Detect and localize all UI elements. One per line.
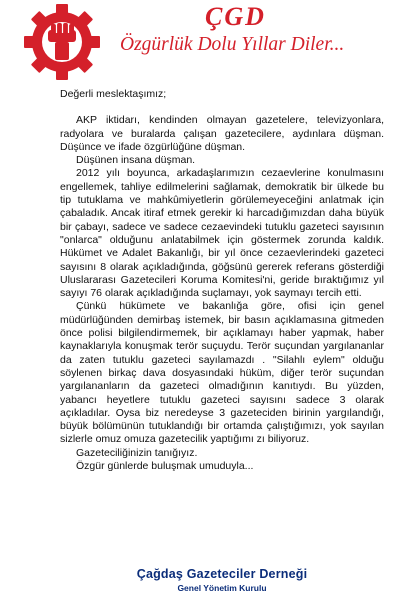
paragraph: 2012 yılı boyunca, arkadaşlarımızın cezaevlerine konulmasını engellemek, tahliye edilmelerini sağlamak, demokratik bir ülkede bu tip tutuklama ve mahkûmiyetlerin görülemeyeceğini anlatmak için çabaladık. Ancak itiraf etmek gerekir ki harcadığımızdan daha büyük bir çabayı, sadece ve sadece cezaevindeki tutuklu gazeteci sayısının "onlarca" olduğunu anlatabilmek için göstermek zorunda kaldık. Hükümet ve Adalet Bakanlığı, bir yıl önce cezaevlerindeki gazeteci sayısını 8 olarak açıkladığında, göğsünü gererek referans gösterdiği Uluslararası Gazetecileri Koruma Komitesi'ni, geride bıraktığımız yıl sayıyı 76 olarak açıkladığında suçlamayı, yok saymayı tercih etti. [60, 167, 384, 300]
paragraph: Gazeteciliğinizin tanığıyız. [76, 446, 198, 459]
paragraph: Çünkü hükümete ve bakanlığa göre, ofisi için genel müdürlüğünden demirbaş istemek, bir basın açıklamasına gitmeden önce polisi bilgilendirmemek, bir açıklamayı haber yapmak, haber kaynaklarıyla konuşmak terör suçuydu. Terör suçundan yargılananlar da zaten tutuklu gazeteci sayılamazdı . "Silahlı eylem" olduğu söylenen birkaç dava dosyasındaki hüküm, diğer terör suçundan yargılananların da gazeteci olmadığının kanıtıydı. Bu yüzden, yabancı heyetlere tutuklu gazeteci sayısını sadece 3 olarak açıkladılar. Oysa biz neredeyse 3 gazeteciden birinin yargılandığı, büyük bölümünün tutuklandığı bir ortamda çalıştığımızı, yok sayılan sizlerle omuz omuza gazetecilik yaptığımı zı biliyoruz. [60, 300, 384, 446]
paragraph: AKP iktidarı, kendinden olmayan gazetelere, televizyonlara, radyolara ve buralarda çalışan gazetecilere, aydınlara düşman. Düşünce ve ifade özgürlüğüne düşman. [60, 114, 384, 153]
salutation: Değerli meslektaşımız; [60, 88, 167, 100]
letter-header [0, 0, 400, 80]
signature-org-name: Çağdaş Gazeteciler Derneği [136, 567, 308, 581]
org-abbreviation: ÇGD [205, 2, 266, 31]
letter-body [60, 88, 384, 473]
signature-block [60, 567, 384, 593]
cgd-gear-logo-icon [22, 2, 102, 82]
new-year-greeting: Özgürlük Dolu Yıllar Diler... [120, 34, 345, 55]
paragraph: Düşünen insana düşman. [76, 154, 196, 167]
signature-board: Genel Yönetim Kurulu [177, 583, 267, 593]
closing-line: Özgür günlerde buluşmak umuduyla... [76, 460, 254, 473]
